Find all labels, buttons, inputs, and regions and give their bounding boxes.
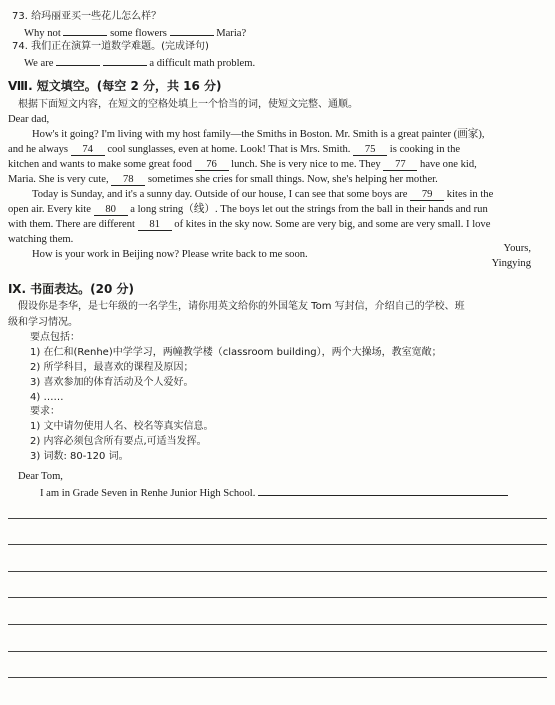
point-item: 3) 喜欢参加的体育活动及个人爱好。 <box>30 377 194 388</box>
passage-text: is cooking in the <box>387 144 461 155</box>
q73-prompt: 73. 给玛丽亚买一些花儿怎么样？ <box>12 11 162 22</box>
q73-text-b: some flowers <box>110 28 167 39</box>
passage-line <box>8 143 555 156</box>
writing-first-sentence: I am in Grade Seven in Renhe Junior High School. <box>40 488 256 499</box>
requirement-item: 1) 文中请勿使用人名、校名等真实信息。 <box>30 421 214 432</box>
answer-blank[interactable]: 75 <box>353 144 387 156</box>
points-title: 要点包括： <box>30 332 80 343</box>
writing-line[interactable] <box>8 518 547 519</box>
writing-line[interactable] <box>8 544 547 545</box>
section9-task-line1: 假设你是李华，是七年级的一名学生，请你用英文给你的外国笔友 Tom 写封信，介绍自己的学校、班 <box>18 301 465 312</box>
q74-blank-1[interactable] <box>56 55 100 66</box>
writing-line[interactable] <box>8 624 547 625</box>
point-item: 4) …… <box>30 392 64 403</box>
q74-blank-2[interactable] <box>103 55 147 66</box>
answer-blank[interactable]: 78 <box>111 174 145 186</box>
point-item: 2) 所学科目，最喜欢的课程及原因； <box>30 362 194 373</box>
q73-sentence <box>24 25 555 40</box>
passage-line <box>8 218 555 231</box>
passage-text: open air. Every kite <box>8 204 94 215</box>
answer-blank[interactable]: 74 <box>71 144 105 156</box>
writing-line[interactable] <box>8 677 547 678</box>
writing-line[interactable] <box>8 597 547 598</box>
letter-greeting: Dear dad, <box>8 114 50 125</box>
q73-blank-2[interactable] <box>170 25 214 36</box>
passage-text: cool sunglasses, even at home. Look! That is Mrs. Smith. <box>104 144 354 155</box>
passage-line <box>8 158 555 171</box>
q74-text-b: a difficult math problem. <box>149 58 256 69</box>
passage-text: and he always <box>8 144 71 155</box>
requirement-item: 3) 词数: 80-120 词。 <box>30 451 129 462</box>
passage-line <box>8 173 555 186</box>
passage-text: sometimes she cries for small things. Now, she's helping her mother. <box>145 174 438 185</box>
passage-text: watching them. <box>8 234 74 245</box>
passage-line <box>8 203 555 216</box>
writing-line-blank[interactable] <box>258 485 508 496</box>
q73-blank-1[interactable] <box>63 25 107 36</box>
passage-text: have one kid, <box>417 159 477 170</box>
passage-text: Maria. She is very cute, <box>8 174 112 185</box>
answer-blank[interactable]: 80 <box>94 204 128 216</box>
section9-task-line2: 级和学习情况。 <box>8 317 78 328</box>
passage-text: Today is Sunday, and it's a sunny day. Outside of our house, I can see that some boys are <box>32 189 411 200</box>
q74-sentence <box>24 55 555 70</box>
q73-text-c: Maria? <box>216 28 247 39</box>
passage-text: How is your work in Beijing now? Please write back to me soon. <box>32 249 308 260</box>
passage-text: with them. There are different <box>8 219 138 230</box>
passage-text: kites in the <box>444 189 494 200</box>
q73-text-a: Why not <box>24 28 61 39</box>
writing-greeting: Dear Tom, <box>18 471 63 482</box>
answer-blank[interactable]: 81 <box>138 219 172 231</box>
writing-first-line <box>40 485 555 500</box>
requirement-item: 2) 内容必须包含所有要点,可适当发挥。 <box>30 436 207 447</box>
passage-line <box>32 248 555 261</box>
letter-signature: Yingying <box>491 258 531 269</box>
passage-text: a long string（线）. The boys let out the strings from the ball in their hands and run <box>127 204 488 215</box>
passage-text: How's it going? I'm living with my host family—the Smiths in Boston. Mr. Smith is a great painter (画家), <box>32 129 485 140</box>
section8-heading: Ⅷ. 短文填空。(每空 2 分，共 16 分) <box>8 79 222 93</box>
point-item: 1) 在仁和(Renhe)中学学习，两幢教学楼（classroom building），两个大操场，教室宽敞； <box>30 347 442 358</box>
letter-closing: Yours, <box>503 243 531 254</box>
writing-line[interactable] <box>8 651 547 652</box>
q74-text-a: We are <box>24 58 54 69</box>
requirements-title: 要求： <box>30 406 60 417</box>
answer-blank[interactable]: 79 <box>410 189 444 201</box>
writing-line[interactable] <box>8 571 547 572</box>
passage-line <box>32 188 555 201</box>
passage-line <box>8 233 555 246</box>
section9-heading: Ⅸ. 书面表达。(20 分) <box>8 282 135 296</box>
section8-instruction: 根据下面短文内容，在短文的空格处填上一个恰当的词，使短文完整、通顺。 <box>18 99 358 110</box>
passage-line <box>32 128 555 141</box>
q74-prompt: 74. 我们正在演算一道数学难题。(完成译句) <box>12 41 209 52</box>
passage-text: of kites in the sky now. Some are very big, and some are very small. I love <box>171 219 491 230</box>
passage-text: lunch. She is very nice to me. They <box>228 159 384 170</box>
answer-blank[interactable]: 77 <box>383 159 417 171</box>
passage-text: kitchen and wants to make some great food <box>8 159 195 170</box>
answer-blank[interactable]: 76 <box>195 159 229 171</box>
